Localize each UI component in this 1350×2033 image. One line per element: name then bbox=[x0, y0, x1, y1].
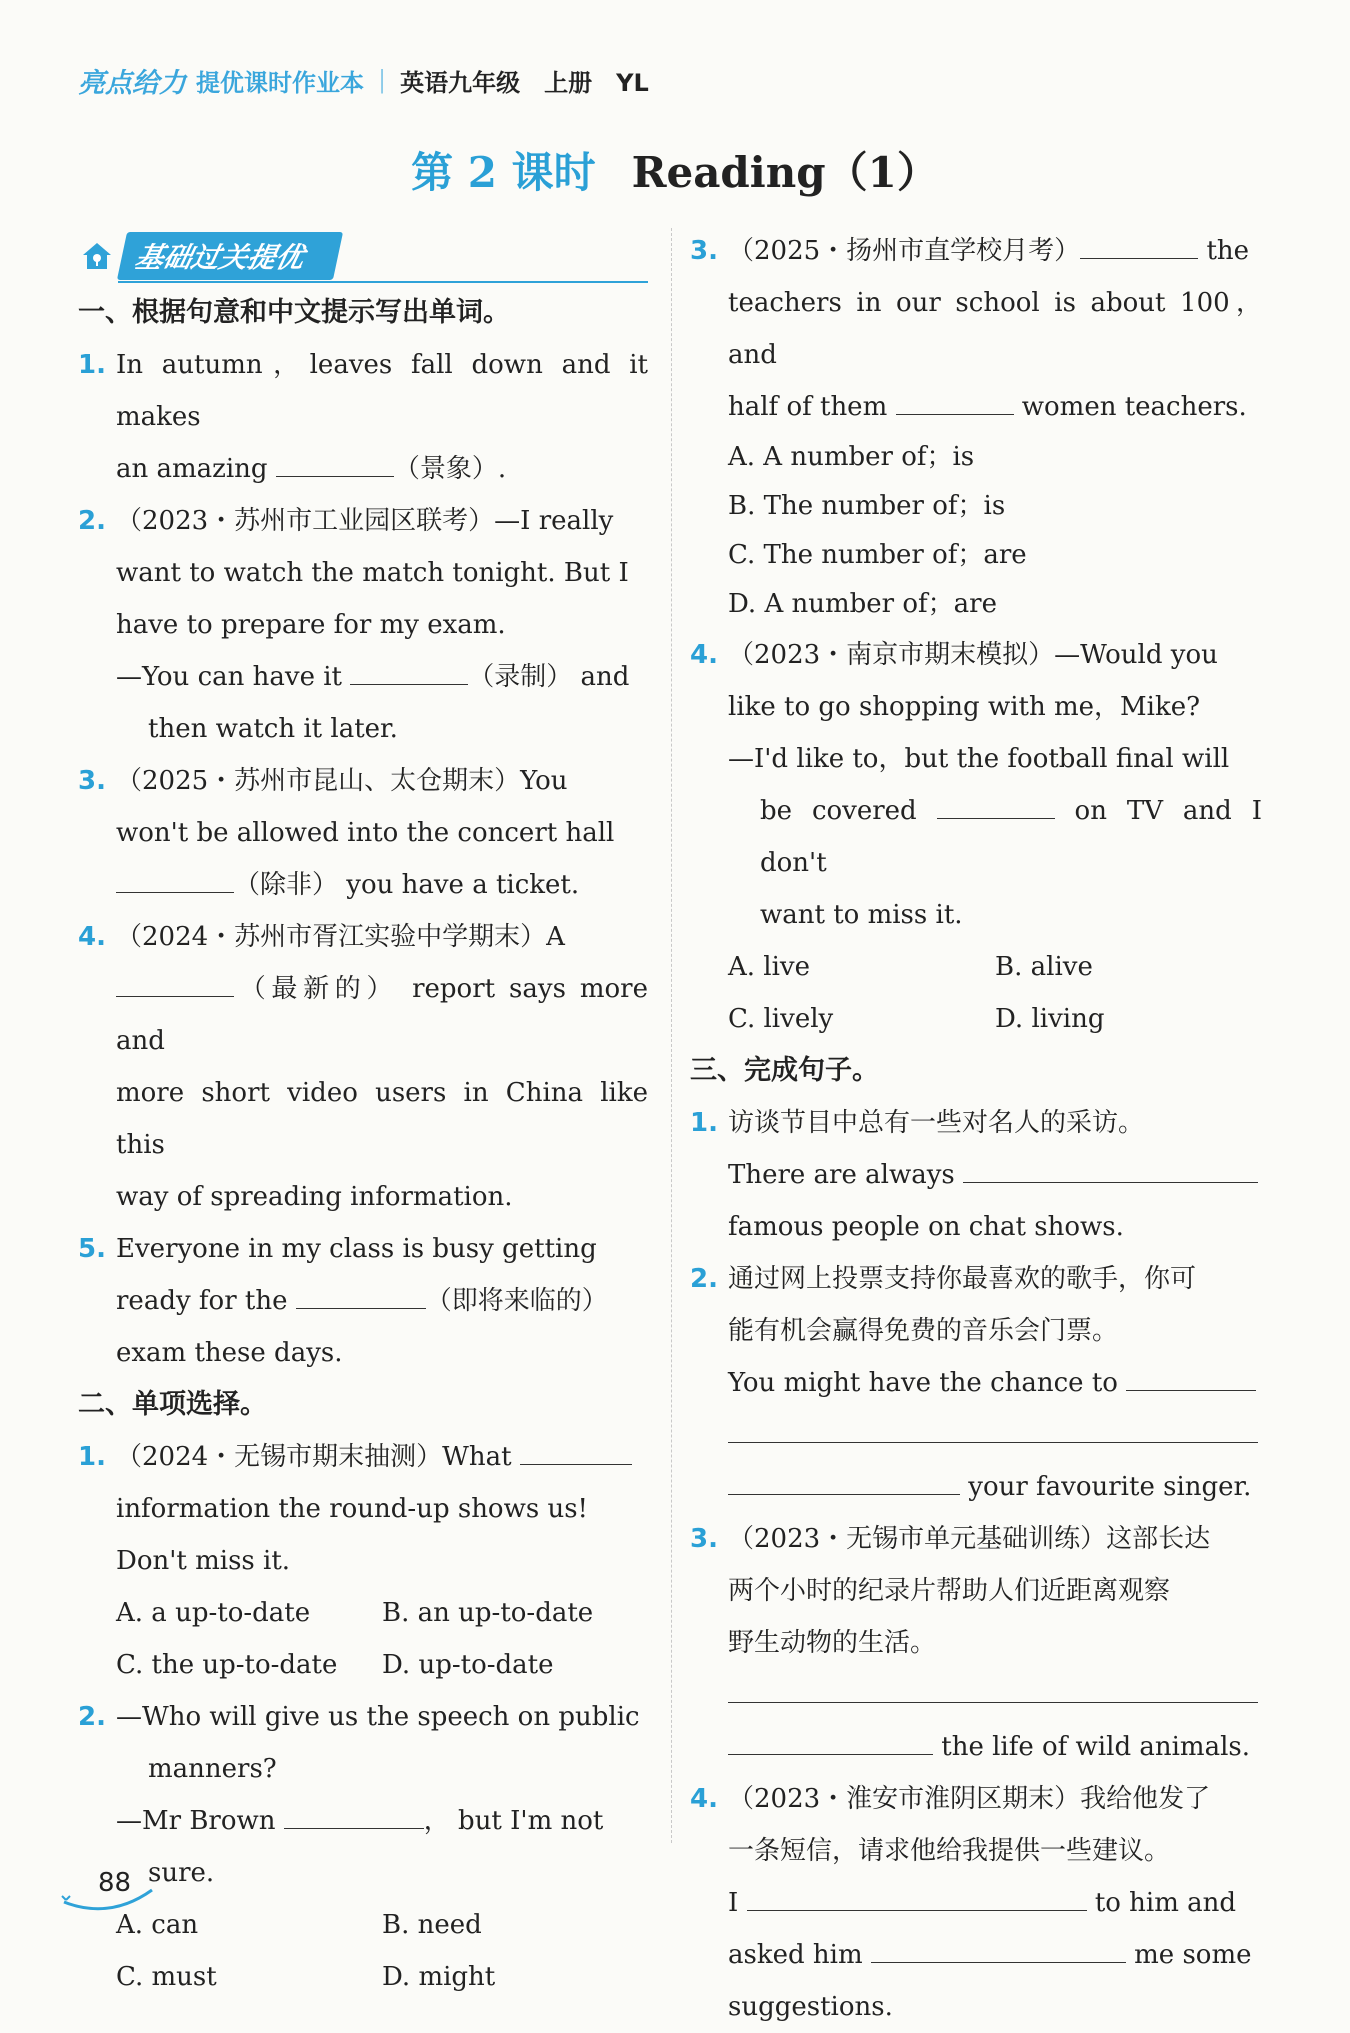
question-text: asked him bbox=[728, 1940, 863, 1970]
part2-heading: 二、单项选择。 bbox=[78, 1389, 267, 1420]
question bbox=[78, 1691, 648, 1743]
question-text: your favourite singer. bbox=[968, 1472, 1252, 1502]
question-text bbox=[728, 225, 1262, 277]
question-line: 能有机会赢得免费的音乐会门票。 bbox=[728, 1316, 1119, 1346]
answer-blank[interactable] bbox=[296, 1278, 426, 1309]
question-text: （2025・苏州市昆山、太仓期末）You bbox=[116, 766, 568, 796]
left-column bbox=[78, 225, 648, 2003]
question-line: —I'd like to，but the football final will bbox=[728, 744, 1230, 774]
option-b[interactable]: B. The number of；is bbox=[728, 491, 1006, 521]
option-row bbox=[690, 993, 1262, 1045]
banner-label: 基础过关提优 bbox=[117, 232, 343, 280]
question-text: women teachers. bbox=[1021, 392, 1247, 422]
question-hint: （除非） you have a ticket. bbox=[234, 870, 580, 900]
part1-heading: 一、根据句意和中文提示写出单词。 bbox=[78, 297, 510, 328]
question-text: the bbox=[1206, 236, 1250, 266]
brand-logo: 亮点给力 bbox=[78, 67, 186, 99]
question-line: information the round-up shows us! bbox=[116, 1494, 588, 1524]
answer-blank[interactable] bbox=[728, 1412, 1258, 1443]
question-line: have to prepare for my exam. bbox=[116, 610, 506, 640]
question-text: half of them bbox=[728, 392, 888, 422]
question-text: an amazing bbox=[116, 454, 268, 484]
question-number: 3. bbox=[690, 1524, 718, 1554]
question-number: 3. bbox=[690, 236, 718, 266]
question-number: 3. bbox=[78, 766, 106, 796]
section-banner bbox=[78, 225, 648, 287]
question-line bbox=[690, 1149, 1262, 1201]
question-line bbox=[690, 1721, 1262, 1773]
header-grade: 英语九年级 上册 YL bbox=[400, 68, 649, 97]
option-d[interactable]: D. A number of；are bbox=[728, 589, 997, 619]
question-number: 2. bbox=[78, 506, 106, 536]
question-text: on TV and I don't bbox=[760, 796, 1262, 878]
question-line bbox=[690, 1357, 1262, 1409]
question-text: the life of wild animals. bbox=[941, 1732, 1250, 1762]
question-number: 1. bbox=[78, 350, 106, 380]
answer-blank[interactable] bbox=[747, 1880, 1087, 1911]
question-text: —You can have it bbox=[116, 662, 342, 692]
question-line bbox=[690, 381, 1262, 433]
answer-blank[interactable] bbox=[520, 1434, 632, 1465]
option-row bbox=[78, 1587, 648, 1639]
question-text: —Mr Brown bbox=[116, 1806, 276, 1836]
option-d[interactable]: D. might bbox=[382, 1962, 496, 1992]
header-subtitle: 提优课时作业本 bbox=[196, 68, 364, 97]
option-c[interactable]: C. must bbox=[116, 1962, 217, 1992]
question-text: —Who will give us the speech on public bbox=[116, 1702, 640, 1732]
option-d[interactable]: D. up-to-date bbox=[382, 1650, 554, 1680]
answer-blank[interactable] bbox=[1080, 228, 1198, 259]
option-a[interactable]: A. A number of；is bbox=[728, 442, 975, 472]
answer-blank[interactable] bbox=[276, 446, 394, 477]
question-line: exam these days. bbox=[116, 1338, 343, 1368]
question-number: 4. bbox=[690, 640, 718, 670]
option-row bbox=[690, 941, 1262, 993]
answer-blank[interactable] bbox=[116, 862, 234, 893]
question-text: ， but I'm not bbox=[423, 1806, 604, 1836]
option-row bbox=[78, 1951, 648, 2003]
option-b[interactable]: B. an up-to-date bbox=[382, 1598, 594, 1628]
question-text: You might have the chance to bbox=[728, 1368, 1118, 1398]
question bbox=[690, 1097, 1262, 1149]
question-text: （2023・淮安市淮阴区期末）我给他发了 bbox=[728, 1784, 1211, 1814]
question-line: Don't miss it. bbox=[116, 1546, 291, 1576]
question-number: 2. bbox=[690, 1264, 718, 1294]
question-line: won't be allowed into the concert hall bbox=[116, 818, 615, 848]
lesson-topic: Reading（1） bbox=[631, 148, 939, 197]
answer-blank[interactable] bbox=[284, 1798, 424, 1829]
question-hint: （录制） and bbox=[468, 662, 630, 692]
answer-blank[interactable] bbox=[350, 654, 468, 685]
answer-blank[interactable] bbox=[963, 1152, 1258, 1183]
question-text: 通过网上投票支持你最喜欢的歌手，你可 bbox=[728, 1264, 1197, 1294]
question-text: to him and bbox=[1094, 1888, 1237, 1918]
question-number: 1. bbox=[690, 1108, 718, 1138]
question-line: famous people on chat shows. bbox=[728, 1212, 1124, 1242]
question-number: 4. bbox=[690, 1784, 718, 1814]
question-line bbox=[78, 1275, 648, 1327]
question bbox=[78, 755, 648, 807]
question-line: teachers in our school is about 100，and bbox=[728, 288, 1262, 370]
house-icon bbox=[78, 236, 116, 276]
question-line: way of spreading information. bbox=[116, 1182, 513, 1212]
question-text bbox=[116, 1431, 648, 1483]
question-line bbox=[690, 785, 1262, 889]
option-c[interactable]: C. lively bbox=[728, 1004, 834, 1034]
lesson-number: 第 2 课时 bbox=[411, 148, 596, 197]
option-b[interactable]: B. alive bbox=[995, 952, 1093, 982]
question-hint: （即将来临的） bbox=[425, 1286, 608, 1316]
question-text: （2023・南京市期末模拟）—Would you bbox=[728, 640, 1218, 670]
question-text: be covered bbox=[760, 796, 917, 826]
question-text: Everyone in my class is busy getting bbox=[116, 1234, 597, 1264]
question-line: suggestions. bbox=[728, 1992, 893, 2022]
question-number: 1. bbox=[78, 1442, 106, 1472]
option-c[interactable]: C. the up-to-date bbox=[116, 1650, 338, 1680]
question bbox=[78, 495, 648, 547]
question-hint: （景象）. bbox=[393, 454, 507, 484]
banner-underline bbox=[118, 281, 648, 283]
answer-blank[interactable] bbox=[728, 1672, 1258, 1703]
page-header bbox=[78, 60, 649, 100]
question bbox=[78, 1223, 648, 1275]
part3-heading: 三、完成句子。 bbox=[690, 1055, 879, 1086]
question-line: want to watch the match tonight. But I bbox=[116, 558, 629, 588]
question-text: （2024・无锡市期末抽测）What bbox=[116, 1442, 512, 1472]
question-text: In autumn，leaves fall down and it makes bbox=[116, 350, 648, 432]
option-d[interactable]: D. living bbox=[995, 1004, 1105, 1034]
question bbox=[78, 339, 648, 443]
question-line: then watch it later. bbox=[148, 714, 398, 744]
column-divider bbox=[671, 228, 672, 1843]
answer-blank[interactable] bbox=[937, 788, 1055, 819]
option-a[interactable]: A. live bbox=[728, 952, 811, 982]
question bbox=[690, 1253, 1262, 1305]
question bbox=[690, 629, 1262, 681]
question-text: 访谈节目中总有一些对名人的采访。 bbox=[728, 1108, 1145, 1138]
question-text: me some bbox=[1134, 1940, 1252, 1970]
question-line: 两个小时的纪录片帮助人们近距离观察 bbox=[728, 1576, 1171, 1606]
question-text: There are always bbox=[728, 1160, 955, 1190]
question bbox=[78, 1431, 648, 1483]
option-row bbox=[78, 1639, 648, 1691]
question-text: ready for the bbox=[116, 1286, 288, 1316]
answer-blank[interactable] bbox=[116, 966, 234, 997]
question-line: like to go shopping with me，Mike? bbox=[728, 692, 1201, 722]
question-line: 一条短信，请求他给我提供一些建议。 bbox=[728, 1836, 1171, 1866]
question bbox=[690, 225, 1262, 277]
question-line bbox=[690, 1409, 1262, 1461]
answer-blank[interactable] bbox=[1126, 1360, 1256, 1391]
question-line: manners? bbox=[148, 1754, 277, 1784]
question-line: 野生动物的生活。 bbox=[728, 1628, 937, 1658]
page-title bbox=[0, 140, 1350, 200]
question-line bbox=[690, 1461, 1262, 1513]
question-number: 2. bbox=[78, 1702, 106, 1732]
answer-blank[interactable] bbox=[896, 384, 1014, 415]
question-line: want to miss it. bbox=[760, 900, 963, 930]
question-text: （2024・苏州市胥江实验中学期末）A bbox=[116, 922, 565, 952]
right-column bbox=[690, 225, 1262, 2033]
question-line bbox=[690, 1877, 1262, 1929]
answer-blank[interactable] bbox=[728, 1724, 933, 1755]
question-line bbox=[78, 443, 648, 495]
question bbox=[78, 911, 648, 963]
question-line bbox=[78, 963, 648, 1067]
question-text: （2025・扬州市直学校月考） bbox=[728, 236, 1081, 266]
question-line: sure. bbox=[148, 1858, 215, 1888]
question-number: 5. bbox=[78, 1234, 106, 1264]
question-line bbox=[78, 1795, 648, 1847]
question-hint: （最新的） report says more and bbox=[116, 974, 648, 1056]
question-number: 4. bbox=[78, 922, 106, 952]
question-text: （2023・无锡市单元基础训练）这部长达 bbox=[728, 1524, 1211, 1554]
question bbox=[690, 1513, 1262, 1565]
header-separator: | bbox=[378, 66, 387, 94]
question-text: （2023・苏州市工业园区联考）—I really bbox=[116, 506, 614, 536]
question-line: more short video users in China like this bbox=[116, 1078, 648, 1160]
option-a[interactable]: A. can bbox=[116, 1910, 199, 1940]
option-row bbox=[78, 1899, 648, 1951]
question bbox=[690, 1773, 1262, 1825]
page-number: 88 bbox=[98, 1868, 132, 1898]
answer-blank[interactable] bbox=[871, 1932, 1126, 1963]
option-c[interactable]: C. The number of；are bbox=[728, 540, 1027, 570]
answer-blank[interactable] bbox=[728, 1464, 960, 1495]
question-line bbox=[690, 1929, 1262, 1981]
question-line bbox=[690, 1669, 1262, 1721]
question-line bbox=[78, 651, 648, 703]
question-text: I bbox=[728, 1888, 739, 1918]
option-a[interactable]: A. a up-to-date bbox=[116, 1598, 311, 1628]
question-line bbox=[78, 859, 648, 911]
option-b[interactable]: B. need bbox=[382, 1910, 482, 1940]
